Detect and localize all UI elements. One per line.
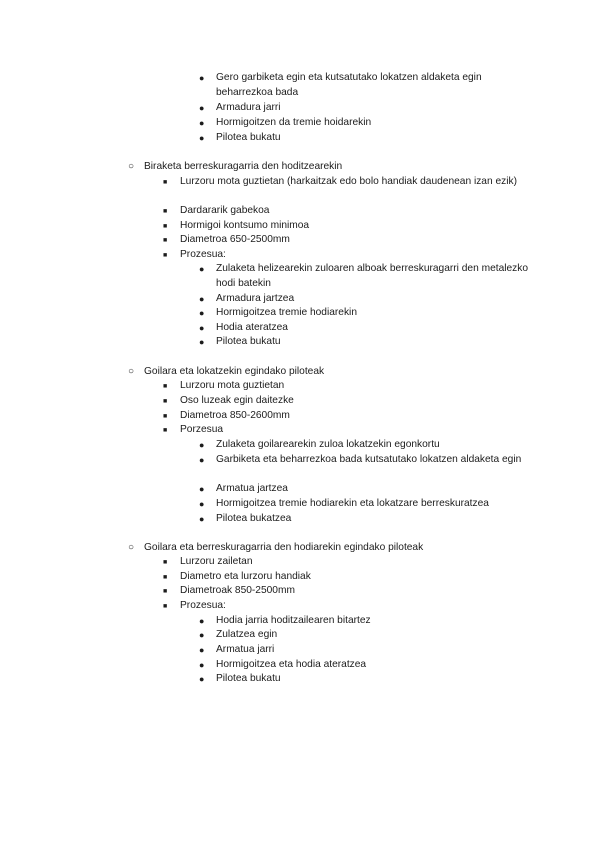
list-item-text: Armatua jartzea bbox=[216, 483, 288, 494]
list-item-text: Hormigoitzea eta hodia ateratzea bbox=[216, 659, 367, 670]
list-item bbox=[199, 658, 536, 673]
section-title-text: Goilara eta berreskuragarria den hodiarekin egindako piloteak bbox=[144, 542, 424, 553]
bullet-square: ■ bbox=[163, 574, 168, 581]
list-item-text: Diametroa 850-2600mm bbox=[180, 410, 290, 421]
list-item bbox=[199, 497, 536, 512]
list-item-text: Hormigoitzen da tremie hoidarekin bbox=[216, 117, 372, 128]
list-item-text: Armatua jarri bbox=[216, 644, 275, 655]
bullet-square: ■ bbox=[163, 603, 168, 610]
bullet-square: ■ bbox=[163, 208, 168, 215]
list-item-text: Zulaketa helizearekin zuloaren alboak berreskuragarri den metalezko hodi batekin bbox=[216, 263, 529, 289]
bullet-dot: ● bbox=[199, 616, 205, 626]
list-item bbox=[163, 219, 540, 234]
bullet-square: ■ bbox=[163, 237, 168, 244]
bullet-dot: ● bbox=[199, 514, 205, 524]
list-item bbox=[163, 204, 540, 219]
list-item-text: Zulatzea egin bbox=[216, 629, 278, 640]
list-item bbox=[163, 233, 540, 248]
list-item bbox=[163, 584, 540, 599]
list-item bbox=[199, 116, 536, 131]
list-item-text: Prozesua: bbox=[180, 600, 226, 611]
list-item bbox=[199, 453, 536, 468]
section-title bbox=[128, 541, 564, 556]
list-item-text: Zulaketa goilarearekin zuloa lokatzekin egonkortu bbox=[216, 439, 440, 450]
list-item-text: Armadura jarri bbox=[216, 102, 281, 113]
list-item-text: Hormigoitzea tremie hodiarekin bbox=[216, 307, 357, 318]
list-item bbox=[163, 394, 540, 409]
section-title bbox=[128, 365, 564, 380]
list-item bbox=[199, 306, 536, 321]
list-item-text: Pilotea bukatzea bbox=[216, 513, 292, 524]
list-item bbox=[163, 409, 540, 424]
list-item-text: Garbiketa eta beharrezkoa bada kutsatutako lokatzen aldaketa egin bbox=[216, 454, 522, 465]
list-item bbox=[163, 570, 540, 585]
list-item-text: Prozesua: bbox=[180, 249, 226, 260]
bullet-dot: ● bbox=[199, 294, 205, 304]
list-item bbox=[199, 614, 536, 629]
bullet-circle: ○ bbox=[128, 366, 135, 377]
bullet-dot: ● bbox=[199, 440, 205, 450]
list-item-text: Hormigoi kontsumo minimoa bbox=[180, 220, 310, 231]
bullet-square: ■ bbox=[163, 427, 168, 434]
list-item bbox=[199, 438, 536, 453]
list-item-text: Hodia jarria hoditzailearen bitartez bbox=[216, 615, 371, 626]
bullet-dot: ● bbox=[199, 499, 205, 509]
list-item-text: Lurzoru mota guztietan (harkaitzak edo bolo handiak daudenean izan ezik) bbox=[180, 176, 517, 187]
bullet-dot: ● bbox=[199, 674, 205, 684]
bullet-dot: ● bbox=[199, 660, 205, 670]
list-item bbox=[199, 321, 536, 336]
list-item bbox=[163, 175, 540, 190]
list-item-text: Oso luzeak egin daitezke bbox=[180, 395, 294, 406]
section-title bbox=[128, 160, 564, 175]
bullet-square: ■ bbox=[163, 413, 168, 420]
section-title-text: Biraketa berreskuragarria den hoditzearekin bbox=[144, 161, 343, 172]
list-item bbox=[199, 643, 536, 658]
list-item bbox=[199, 292, 536, 307]
list-item-text: Lurzoru zailetan bbox=[180, 556, 253, 567]
bullet-dot: ● bbox=[199, 484, 205, 494]
bullet-square: ■ bbox=[163, 179, 168, 186]
list-item-text: Pilotea bukatu bbox=[216, 673, 281, 684]
bullet-square: ■ bbox=[163, 383, 168, 390]
list-item bbox=[163, 423, 540, 438]
list-item bbox=[199, 628, 536, 643]
list-item-text: Diametro eta lurzoru handiak bbox=[180, 571, 311, 582]
bullet-dot: ● bbox=[199, 264, 205, 274]
list-item-text: Hormigoitzea tremie hodiarekin eta lokatzare berreskuratzea bbox=[216, 498, 489, 509]
list-item-text: Armadura jartzea bbox=[216, 293, 295, 304]
list-item-text: Hodia ateratzea bbox=[216, 322, 288, 333]
bullet-dot: ● bbox=[199, 323, 205, 333]
list-item-text: Gero garbiketa egin eta kutsatutako lokatzen aldaketa egin beharrezkoa bada bbox=[216, 72, 482, 98]
bullet-circle: ○ bbox=[128, 542, 135, 553]
list-item-text: Lurzoru mota guztietan bbox=[180, 380, 285, 391]
list-item bbox=[199, 512, 536, 527]
bullet-dot: ● bbox=[199, 133, 205, 143]
list-item bbox=[163, 248, 540, 263]
list-item bbox=[199, 482, 536, 497]
list-item-text: Diametroa 650-2500mm bbox=[180, 234, 290, 245]
bullet-dot: ● bbox=[199, 73, 205, 83]
section-title-text: Goilara eta lokatzekin egindako piloteak bbox=[144, 366, 325, 377]
list-item-text: Pilotea bukatu bbox=[216, 132, 281, 143]
bullet-square: ■ bbox=[163, 252, 168, 259]
list-item-text: Pilotea bukatu bbox=[216, 336, 281, 347]
list-item bbox=[199, 672, 536, 687]
list-item bbox=[199, 101, 536, 116]
bullet-dot: ● bbox=[199, 455, 205, 465]
bullet-square: ■ bbox=[163, 588, 168, 595]
list-item bbox=[199, 262, 536, 291]
bullet-dot: ● bbox=[199, 118, 205, 128]
list-item-text: Porzesua bbox=[180, 424, 224, 435]
list-item bbox=[199, 71, 536, 100]
list-item-text: Diametroak 850-2500mm bbox=[180, 585, 295, 596]
bullet-circle: ○ bbox=[128, 161, 135, 172]
list-item-text: Dardararik gabekoa bbox=[180, 205, 270, 216]
bullet-square: ■ bbox=[163, 398, 168, 405]
bullet-dot: ● bbox=[199, 630, 205, 640]
bullet-dot: ● bbox=[199, 103, 205, 113]
list-item bbox=[199, 131, 536, 146]
bullet-dot: ● bbox=[199, 308, 205, 318]
list-item bbox=[163, 599, 540, 614]
bullet-dot: ● bbox=[199, 337, 205, 347]
bullet-square: ■ bbox=[163, 223, 168, 230]
list-item bbox=[163, 379, 540, 394]
list-item bbox=[199, 335, 536, 350]
bullet-square: ■ bbox=[163, 559, 168, 566]
list-item bbox=[163, 555, 540, 570]
bullet-dot: ● bbox=[199, 645, 205, 655]
